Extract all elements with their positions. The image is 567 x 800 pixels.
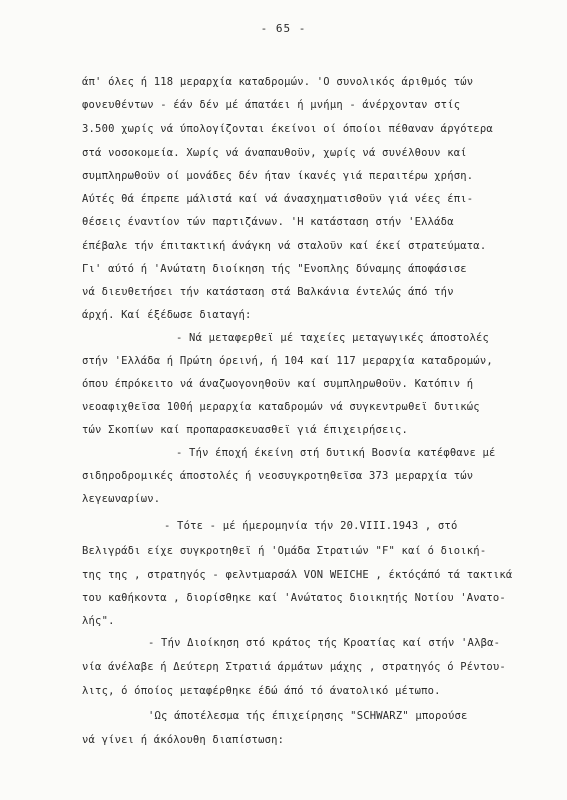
text-line: Γι' αύτό ή 'Ανώτατη διοίκηση τής "Ενοπλης δύναμης άποφάσισε <box>82 263 467 275</box>
text-line: - Τότε - μέ ήμερομηνία τήν 20.VIII.1943 , στό <box>164 520 458 532</box>
text-line: άρχή. Καί έξέδωσε διαταγή: <box>82 309 252 321</box>
text-line: θέσεις έναντίον τών παρτιζάνων. 'Η κατάσταση στήν 'Ελλάδα <box>82 216 454 228</box>
text-line: τών Σκοπίων καί προπαρασκευασθεϊ γιά έπιχειρήσεις. <box>82 424 409 436</box>
text-line: Αύτές θά έπρεπε μάλιστά καί νά άνασχηματισθοϋν γιά νέες έπι- <box>82 193 474 205</box>
text-line: 3.500 χωρίς νά ύπολογίζονται έκείνοι οί όποίοι πέθαναν άργότερα <box>82 123 493 135</box>
text-line: άπ' όλες ή 118 μεραρχία καταδρομών. 'Ο συνολικός άριθμός τών <box>82 76 474 88</box>
text-line: νά διευθετήσει τήν κατάσταση στά Βαλκάνια έντελώς άπό τήν <box>82 286 454 298</box>
text-line: λεγεωναρίων. <box>82 493 161 505</box>
text-line: - Τήν Διοίκηση στό κράτος τής Κροατίας καί στήν 'Αλβα- <box>148 637 501 649</box>
page-number: - 65 - <box>260 22 307 35</box>
text-line: 'Ως άποτέλεσμα τής έπιχείρησης "SCHWARZ" μπορούσε <box>148 710 468 722</box>
text-line: έπέβαλε τήν έπιτακτική άνάγκη νά σταλοϋν καί έκεί στρατεύματα. <box>82 240 487 252</box>
text-line: της της , στρατηγός - φελντμαρσάλ VON WEICHE , έκτόςάπό τά τακτικά <box>82 569 513 581</box>
text-line: όπου έπρόκειτο νά άναζωογονηθοϋν καί συμπληρωθοϋν. Κατόπιν ή <box>82 378 474 390</box>
text-line: νά γίνει ή άκόλουθη διαπίστωση: <box>82 734 285 746</box>
text-line: λής". <box>82 615 115 627</box>
text-line: - Τήν έποχή έκείνη στή δυτική Βοσνία κατέφθανε μέ <box>176 447 496 459</box>
text-line: Βελιγράδι είχε συγκροτηθεϊ ή 'Ομάδα Στρατιών "F" καί ό διοική- <box>82 545 487 557</box>
text-line: νία άνέλαβε ή Δεύτερη Στρατιά άρμάτων μάχης , στρατηγός ό Ρέντου- <box>82 661 506 673</box>
text-line: του καθήκοντα , διορίσθηκε καί 'Ανώτατος διοικητής Νοτίου 'Ανατο- <box>82 592 506 604</box>
text-line: φονευθέντων - έάν δέν μέ άπατάει ή μνήμη - άνέρχονταν στίς <box>82 99 461 111</box>
text-line: στά νοσοκομεία. Χωρίς νά άναπαυθοϋν, χωρίς νά συνέλθουν καί <box>82 147 467 159</box>
text-line: σιδηροδρομικές άποστολές ή νεοσυγκροτηθεϊσα 373 μεραρχία τών <box>82 470 474 482</box>
text-line: - Νά μεταφερθεϊ μέ ταχείες μεταγωγικές άποστολές <box>176 332 490 344</box>
text-line: λιτς, ό όποίος μεταφέρθηκε έδώ άπό τό άνατολικό μέτωπο. <box>82 685 441 697</box>
text-line: συμπληρωθοϋν οί μονάδες δέν ήταν ίκανές γιά περαιτέρω χρήση. <box>82 170 474 182</box>
text-line: νεοαφιχθεϊσα 100ή μεραρχία καταδρομών νά συγκεντρωθεϊ δυτικώς <box>82 401 480 413</box>
text-line: στήν 'Ελλάδα ή Πρώτη όρεινή, ή 104 καί 117 μεραρχία καταδρομών, <box>82 355 493 367</box>
